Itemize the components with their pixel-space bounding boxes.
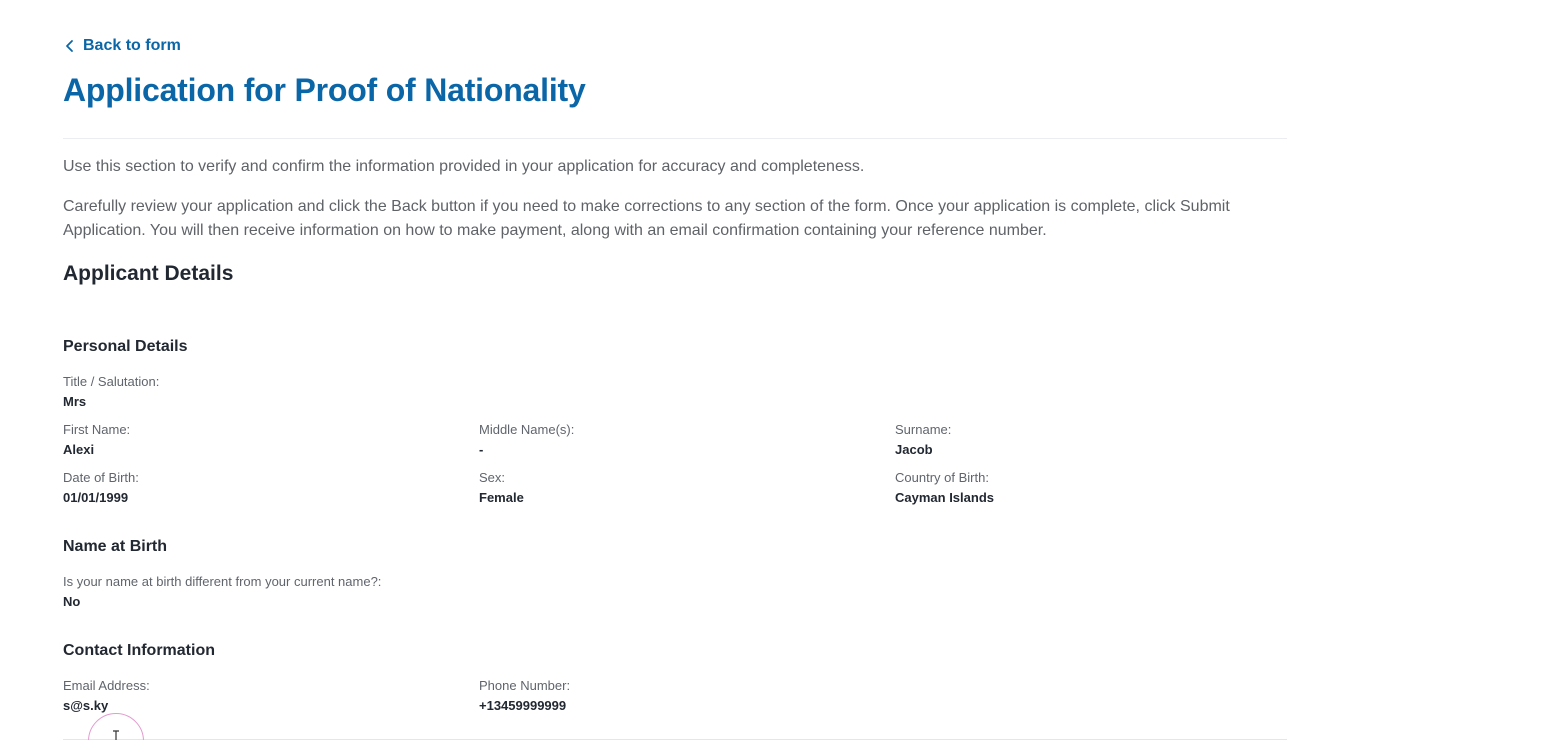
middle-name-field: [479, 422, 879, 458]
middle-name-value: -: [479, 442, 484, 457]
surname-value: Jacob: [895, 442, 933, 457]
page-title: Application for Proof of Nationality: [63, 72, 586, 108]
title-divider: [63, 138, 1287, 139]
first-name-field: [63, 422, 463, 458]
contact-information-heading: Contact Information: [63, 642, 215, 659]
title-salutation-value: Mrs: [63, 394, 87, 409]
country-of-birth-label: Country of Birth:: [895, 470, 989, 485]
middle-name-label: Middle Name(s):: [479, 422, 575, 437]
name-at-birth-different-value: No: [63, 594, 81, 609]
date-of-birth-field: [63, 470, 463, 506]
phone-number-label: Phone Number:: [479, 678, 571, 693]
email-address-value: s@s.ky: [63, 698, 109, 713]
intro-paragraph-1: Use this section to verify and confirm the information provided in your application for accuracy and completeness.: [63, 158, 865, 175]
sex-value: Female: [479, 490, 524, 505]
title-salutation-field: [63, 374, 463, 410]
personal-details-heading: Personal Details: [63, 338, 188, 355]
first-name-value: Alexi: [63, 442, 95, 457]
country-of-birth-field: [895, 470, 1295, 506]
sex-label: Sex:: [479, 470, 506, 485]
name-at-birth-heading: Name at Birth: [63, 538, 168, 555]
email-address-label: Email Address:: [63, 678, 150, 693]
sex-field: [479, 470, 879, 506]
email-address-field: [63, 678, 463, 714]
first-name-label: First Name:: [63, 422, 131, 437]
date-of-birth-value: 01/01/1999: [63, 490, 129, 505]
chevron-left-icon: [63, 39, 77, 53]
name-at-birth-different-field: [63, 574, 663, 610]
surname-label: Surname:: [895, 422, 952, 437]
text-cursor-icon: [112, 730, 120, 740]
title-salutation-label: Title / Salutation:: [63, 374, 160, 389]
back-to-form-label: Back to form: [83, 37, 181, 54]
surname-field: [895, 422, 1295, 458]
intro-paragraph-2: Carefully review your application and click the Back button if you need to make corrections to any section of the form. Once your application is complete, click Submit Application. You will then receive information on how to make payment, along with an email confirmation containing your reference number.: [63, 198, 1230, 239]
phone-number-value: +13459999999: [479, 698, 567, 713]
name-at-birth-different-label: Is your name at birth different from your current name?:: [63, 574, 382, 589]
phone-number-field: [479, 678, 879, 714]
applicant-details-heading: Applicant Details: [63, 262, 234, 285]
back-to-form-link[interactable]: [63, 36, 181, 56]
country-of-birth-value: Cayman Islands: [895, 490, 994, 505]
date-of-birth-label: Date of Birth:: [63, 470, 139, 485]
